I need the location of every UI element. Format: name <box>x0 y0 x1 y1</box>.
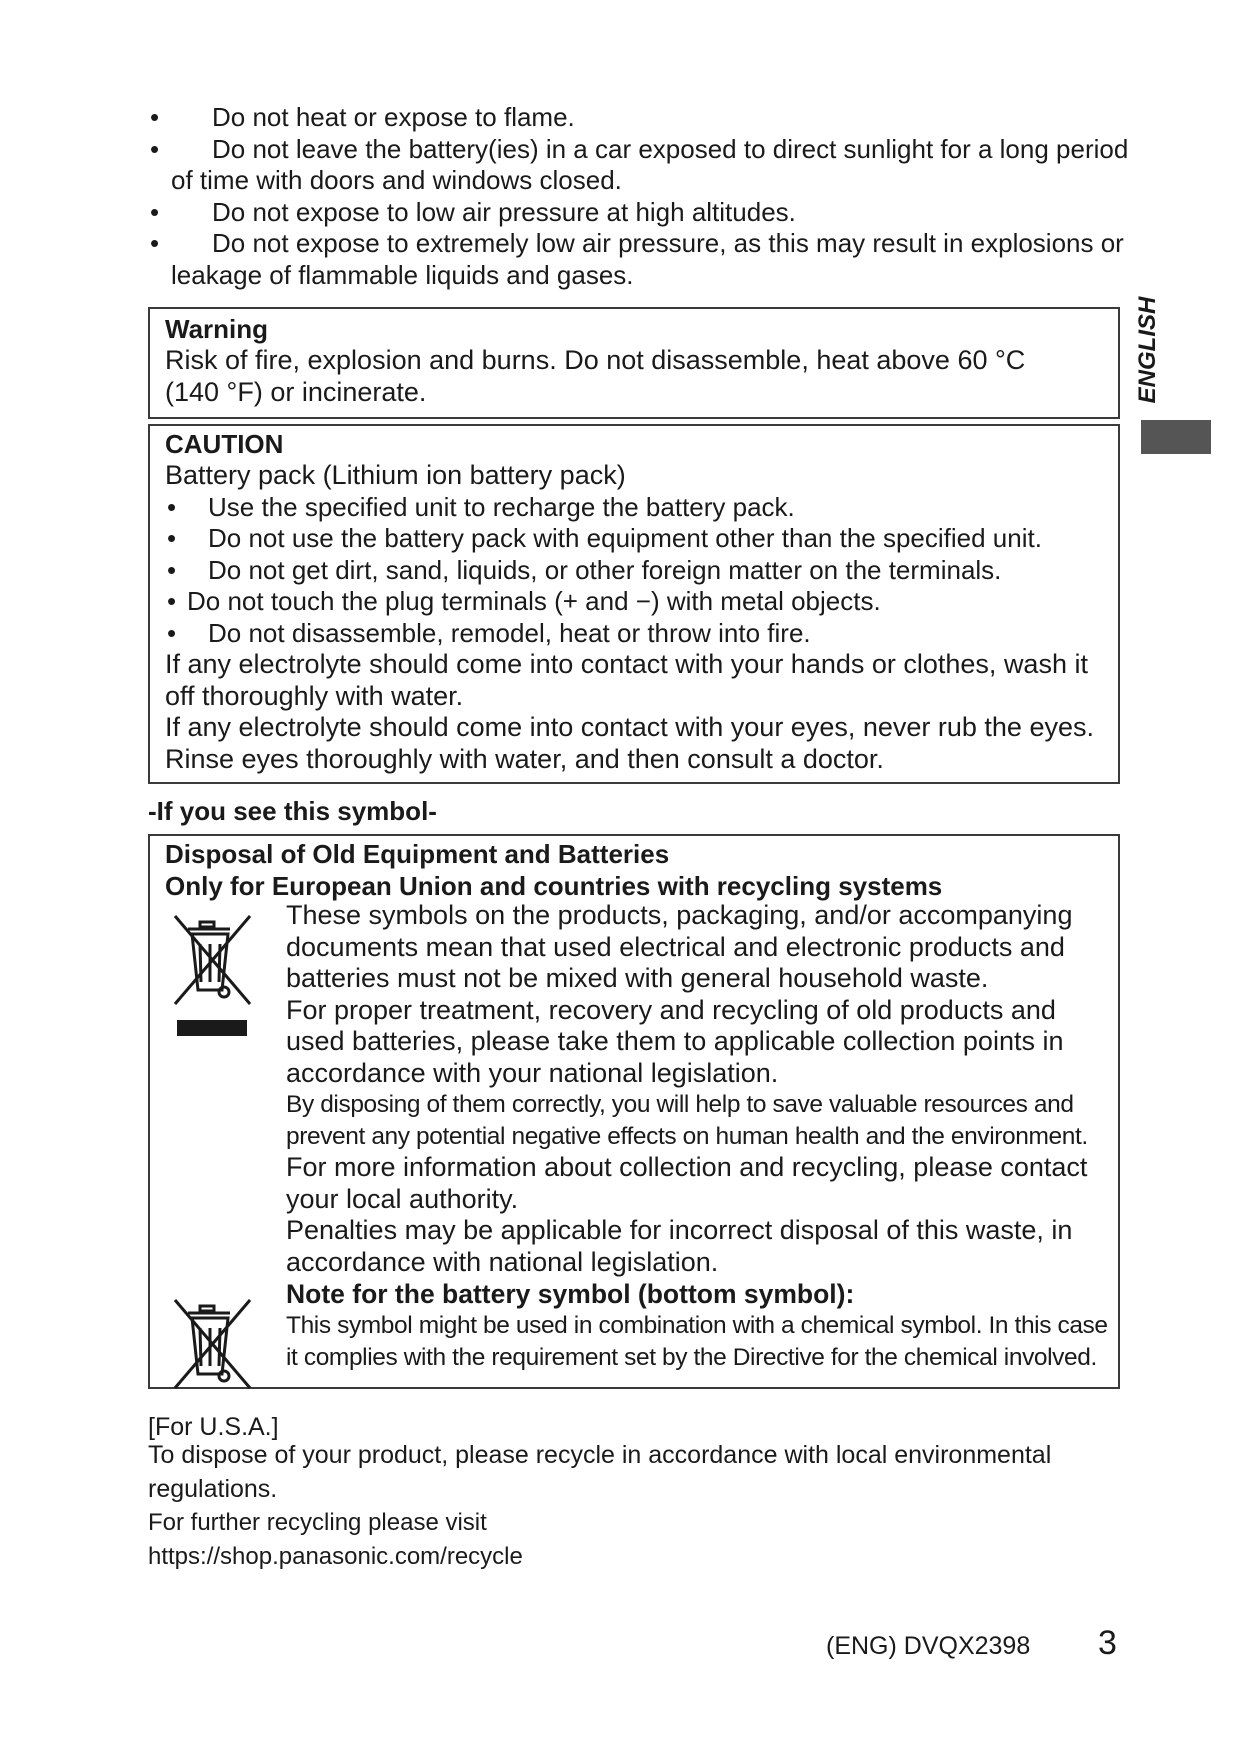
disposal-line: accordance with national legislation. <box>286 1246 719 1277</box>
caution-box <box>148 424 1120 784</box>
recycle-url-link[interactable]: https://shop.panasonic.com/recycle <box>148 1543 523 1570</box>
caution-paragraph-line: If any electrolyte should come into contact with your eyes, never rub the eyes. <box>165 712 1094 742</box>
bullet-item: • Do not heat or expose to flame. <box>150 102 575 132</box>
battery-note-title: Note for the battery symbol (bottom symbol): <box>286 1279 855 1309</box>
disposal-line: used batteries, please take them to applicable collection points in <box>286 1026 1064 1056</box>
disposal-line: documents mean that used electrical and electronic products and <box>286 931 1065 962</box>
caution-paragraph-line: If any electrolyte should come into contact with your hands or clothes, wash it <box>165 649 1088 679</box>
usa-heading: [For U.S.A.] <box>148 1413 279 1441</box>
document-code: (ENG) DVQX2398 <box>826 1632 1031 1660</box>
language-side-label: ENGLISH <box>1134 296 1161 404</box>
caution-bullet: • Do not use the battery pack with equipment other than the specified unit. <box>167 523 1042 553</box>
battery-crossed-out-bin-icon <box>170 1294 260 1394</box>
battery-note-line: This symbol might be used in combination with a chemical symbol. In this case <box>286 1312 1108 1339</box>
usa-text-line: To dispose of your product, please recycle in accordance with local environmental <box>148 1441 1052 1469</box>
warning-text-line: (140 °F) or incinerate. <box>165 376 427 407</box>
bullet-item: • Do not expose to low air pressure at high altitudes. <box>150 196 796 227</box>
caution-subtitle: Battery pack (Lithium ion battery pack) <box>165 460 626 490</box>
disposal-line: batteries must not be mixed with general household waste. <box>286 963 989 993</box>
disposal-line: Penalties may be applicable for incorrect disposal of this waste, in <box>286 1215 1073 1245</box>
battery-note-line: it complies with the requirement set by the Directive for the chemical involved. <box>286 1343 1097 1371</box>
warning-box <box>148 307 1120 419</box>
disposal-line: These symbols on the products, packaging, and/or accompanying <box>286 900 1073 930</box>
disposal-subtitle: Only for European Union and countries with recycling systems <box>165 871 943 901</box>
disposal-title: Disposal of Old Equipment and Batteries <box>165 839 670 869</box>
disposal-small-line: prevent any potential negative effects on human health and the environment. <box>286 1122 1088 1150</box>
disposal-box <box>148 834 1120 1389</box>
bullet-item: • Do not leave the battery(ies) in a car exposed to direct sunlight for a long period of time with doors and windows closed. <box>150 133 1129 195</box>
bin-underline-bar-icon <box>177 1020 247 1036</box>
caution-bullet: • Do not touch the plug terminals (+ and −) with metal objects. <box>167 586 881 616</box>
caution-bullet: • Do not get dirt, sand, liquids, or other foreign matter on the terminals. <box>167 554 1002 585</box>
usa-text-line: For further recycling please visit <box>148 1509 487 1536</box>
top-bullet-list <box>150 102 1130 291</box>
page-number: 3 <box>1098 1624 1117 1662</box>
caution-title: CAUTION <box>165 429 284 459</box>
disposal-body <box>286 900 1116 1373</box>
caution-bullet: • Use the specified unit to recharge the battery pack. <box>167 491 795 522</box>
disposal-line: For proper treatment, recovery and recycling of old products and <box>286 994 1056 1025</box>
symbol-heading: -If you see this symbol- <box>148 796 437 826</box>
crossed-out-wheelie-bin-icon <box>170 910 260 1010</box>
disposal-line: accordance with your national legislation. <box>286 1057 779 1088</box>
usa-text-line: regulations. <box>148 1475 278 1503</box>
disposal-small-line: By disposing of them correctly, you will help to save valuable resources and <box>286 1091 1074 1118</box>
warning-text-line: Risk of fire, explosion and burns. Do not disassemble, heat above 60 °C <box>165 345 1026 375</box>
disposal-line: your local authority. <box>286 1183 519 1214</box>
bullet-item: • Do not expose to extremely low air pressure, as this may result in explosions or leakage of flammable liquids and gases. <box>150 228 1124 290</box>
language-tab-marker <box>1141 420 1211 454</box>
caution-paragraph-line: Rinse eyes thoroughly with water, and then consult a doctor. <box>165 743 884 774</box>
disposal-line: For more information about collection and recycling, please contact <box>286 1152 1088 1182</box>
warning-title: Warning <box>165 314 269 344</box>
caution-paragraph-line: off thoroughly with water. <box>165 680 464 711</box>
caution-bullet: • Do not disassemble, remodel, heat or throw into fire. <box>167 617 811 648</box>
usa-section <box>148 1410 1128 1574</box>
